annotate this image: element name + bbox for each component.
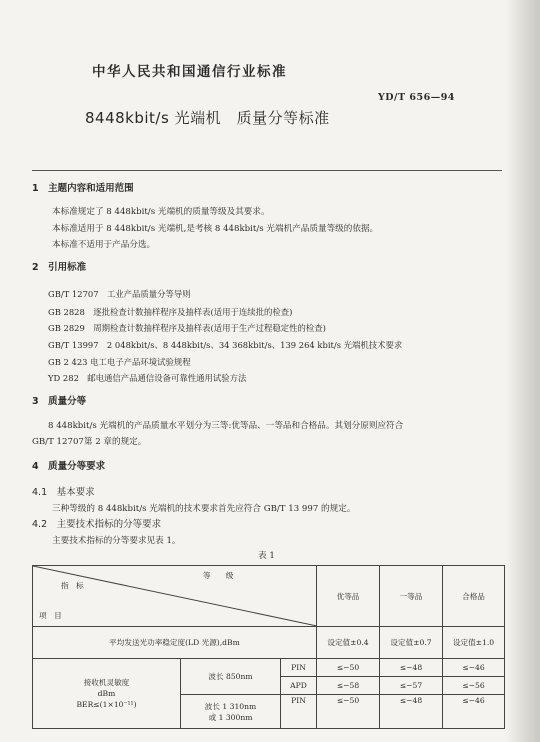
- table-row-sensitivity-label: [33, 659, 181, 729]
- sensitivity-label-unit: dBm: [97, 689, 116, 698]
- standard-code: YD/T 656—94: [378, 92, 455, 103]
- wavelength-1310-line-2: 或 1 300nm: [208, 712, 253, 722]
- wavelength-1310-line-1: 波长 1 310nm: [204, 701, 257, 711]
- table-cell: ≤−58: [317, 677, 380, 695]
- table-cell: ≤−56: [443, 677, 505, 695]
- section-1-paragraph-3: 本标准不适用于产品分选。: [52, 240, 156, 250]
- table-cell: 设定值±1.0: [443, 627, 505, 659]
- section-3-paragraph-line-1: 8 448kbit/s 光端机的产品质量水平划分为三等:优等品、一等品和合格品。其划分原则应符合: [48, 421, 404, 431]
- table-cell: ≤−46: [443, 659, 505, 677]
- table-cell: ≤−57: [380, 677, 443, 695]
- section-4-title: 4 质量分等要求: [32, 461, 106, 472]
- header-rule: [32, 170, 502, 171]
- sensitivity-label-line: 接收机灵敏度: [83, 678, 130, 687]
- table-diagonal-header: [33, 566, 317, 627]
- table-cell: ≤−50: [317, 695, 380, 729]
- table-col-qualified: 合格品: [443, 566, 505, 627]
- table-head-indicator: 指 标: [61, 581, 84, 590]
- reference-item: GB 2 423 电工电子产品环境试验规程: [48, 357, 191, 367]
- table-caption: 表 1: [258, 551, 275, 561]
- section-4-1-title: 4.1 基本要求: [32, 487, 95, 498]
- pin-label: PIN: [281, 659, 317, 677]
- table-col-first-grade: 一等品: [380, 566, 443, 627]
- quality-grade-table: [32, 565, 505, 729]
- reference-item: GB 2828 逐批检查计数抽样程序及抽样表(适用于连续批的检查): [48, 307, 293, 317]
- reference-item: GB/T 12707 工业产品质量分等导则: [48, 289, 191, 299]
- section-3-title: 3 质量分等: [32, 396, 87, 407]
- table-row-power-stability-label: 平均发送光功率稳定度(LD 光源),dBm: [33, 627, 317, 659]
- diagonal-line: [33, 566, 317, 626]
- pin-label: PIN: [281, 695, 317, 729]
- table-cell: 设定值±0.7: [380, 627, 443, 659]
- table-cell: 设定值±0.4: [317, 627, 380, 659]
- section-3-paragraph-line-2: GB/T 12707第 2 章的规定。: [32, 437, 147, 447]
- table-col-premium: 优等品: [317, 566, 380, 627]
- table-cell: ≤−50: [317, 659, 380, 677]
- reference-item: GB/T 13997 2 048kbit/s、8 448kbit/s、34 368kbit/s、139 264 kbit/s 光端机技术要求: [48, 340, 403, 350]
- section-1-title: 1 主题内容和适用范围: [32, 183, 134, 194]
- reference-item: YD 282 邮电通信产品通信设备可靠性通用试验方法: [48, 373, 247, 383]
- table-cell: ≤−48: [380, 659, 443, 677]
- table-head-grade: 等 级: [203, 571, 234, 580]
- section-2-title: 2 引用标准: [32, 262, 87, 273]
- document-title: 8448kbit/s 光端机 质量分等标准: [85, 109, 330, 127]
- table-head-item: 项 目: [39, 611, 62, 620]
- sensitivity-label-ber: BER≤(1×10⁻¹¹): [76, 700, 137, 709]
- section-4-2-title: 4.2 主要技术指标的分等要求: [32, 519, 162, 530]
- table-cell: ≤−46: [443, 695, 505, 729]
- section-1-paragraph-2: 本标准适用于 8 448kbit/s 光端机,是考核 8 448kbit/s 光端机产品质量等级的依据。: [52, 224, 379, 234]
- page-binding-shadow: [506, 0, 540, 742]
- section-1-paragraph-1: 本标准规定了 8 448kbit/s 光端机的质量等级及其要求。: [52, 207, 270, 217]
- apd-label: APD: [281, 677, 317, 695]
- wavelength-1310-label: [181, 695, 281, 729]
- section-4-2-paragraph: 主要技术指标的分等要求见表 1。: [52, 536, 181, 546]
- section-4-1-paragraph: 三种等级的 8 448kbit/s 光端机的技术要求首先应符合 GB/T 13 997 的规定。: [52, 504, 356, 514]
- wavelength-850-label: 波长 850nm: [181, 659, 281, 695]
- reference-item: GB 2829 周期检查计数抽样程序及抽样表(适用于生产过程稳定性的检查): [48, 323, 326, 333]
- standard-organization: 中华人民共和国通信行业标准: [92, 64, 287, 80]
- table-cell: ≤−48: [380, 695, 443, 729]
